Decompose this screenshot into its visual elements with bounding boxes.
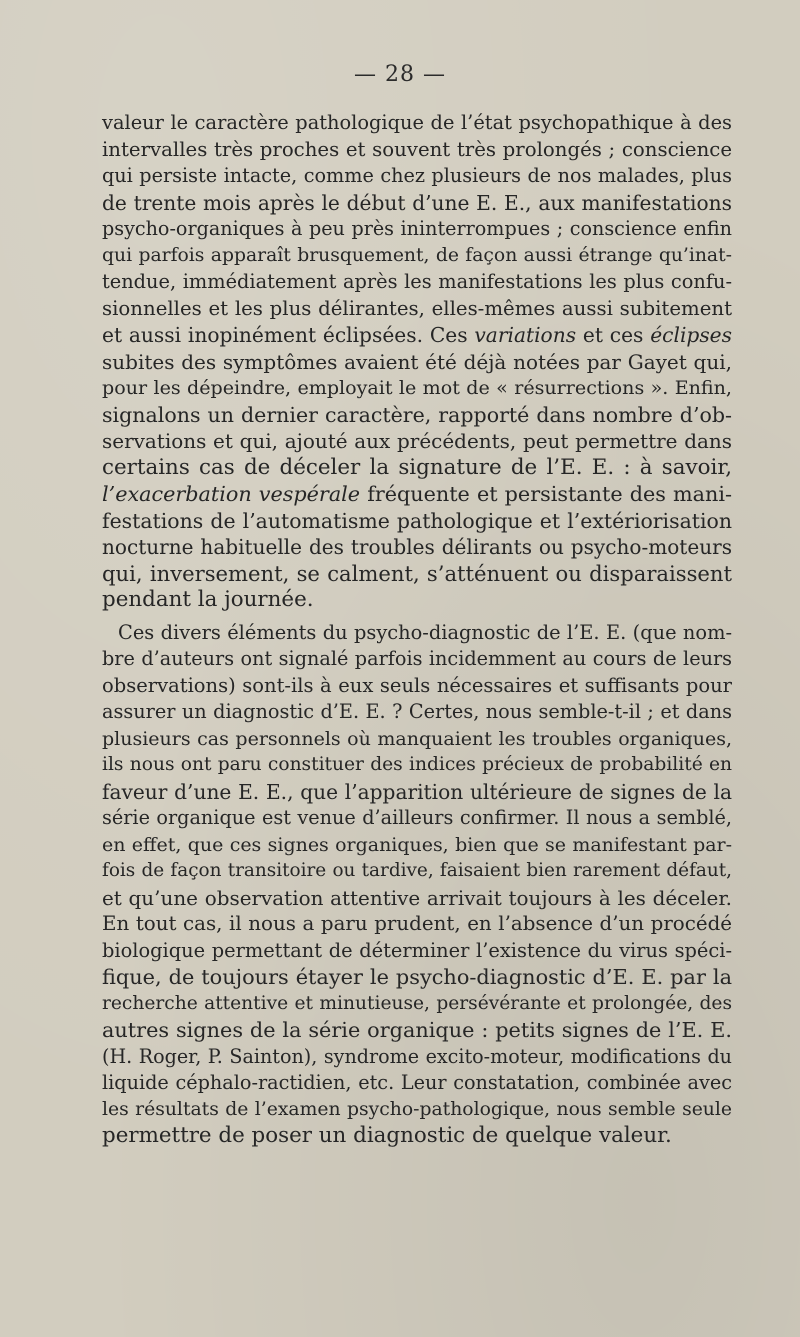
text-line: intervalles très proches et souvent très prolongés ; conscience [102, 137, 732, 161]
text-line: qui, inversement, se calment, s’atténuent ou disparaissent [102, 560, 732, 586]
text-line: subites des symptômes avaient été déjà notées par Gayet qui, [102, 349, 732, 374]
text-line: qui persiste intacte, comme chez plusieurs de nos malades, plus [102, 164, 732, 187]
text-line: Ces divers éléments du psycho-diagnostic de l’E. E. (que nom- [118, 620, 732, 644]
text-line: festations de l’automatisme pathologique et l’extériorisation [102, 508, 732, 533]
text-line: sionnelles et les plus délirantes, elles-mêmes aussi subitement [102, 296, 732, 320]
italic-term: l’exacerbation vespérale [102, 482, 361, 506]
text-line: liquide céphalo-ractidien, etc. Leur constatation, combinée avec [102, 1071, 732, 1094]
text-line: fique, de toujours étayer le psycho-diagnostic d’E. E. par la [102, 965, 732, 989]
italic-term: variations [474, 323, 577, 347]
text-line: psycho-organiques à peu près ininterrompues ; conscience enfin [102, 217, 732, 240]
text-line: ils nous ont paru constituer des indices précieux de probabilité en [102, 754, 732, 775]
text-line: assurer un diagnostic d’E. E. ? Certes, nous semble-t-il ; et dans [102, 700, 732, 723]
text-line [102, 322, 732, 349]
body-text [102, 110, 732, 1150]
text-line: bre d’auteurs ont signalé parfois incidemment au cours de leurs [102, 647, 732, 670]
paragraph-1 [102, 110, 732, 614]
text-line: autres signes de la série organique : petits signes de l’E. E. [102, 1018, 732, 1042]
text-line: pour les dépeindre, employait le mot de « résurrections ». Enfin, [102, 377, 732, 399]
text-line: nocturne habituelle des troubles délirants ou psycho-moteurs [102, 535, 732, 559]
text-line: fois de façon transitoire ou tardive, faisaient bien rarement défaut, [102, 860, 732, 881]
text-line: recherche attentive et minutieuse, persévérante et prolongée, des [102, 992, 732, 1014]
text-line: pendant la journée. [102, 587, 314, 612]
text-line: en effet, que ces signes organiques, bien que se manifestant par- [102, 833, 732, 856]
text-line: et qu’une observation attentive arrivait toujours à les déceler. [102, 885, 732, 910]
text-run: et ces [576, 323, 651, 347]
text-line [102, 481, 732, 508]
text-line: permettre de poser un diagnostic de quelque valeur. [102, 1123, 672, 1148]
text-run: et aussi inopinément éclipsées. Ces [102, 323, 475, 347]
text-line: En tout cas, il nous a paru prudent, en l’absence d’un procédé [102, 912, 732, 935]
text-line: tendue, immédiatement après les manifestations les plus confu- [102, 270, 732, 293]
text-line: servations et qui, ajouté aux précédents, peut permettre dans [102, 429, 732, 453]
text-line: de trente mois après le début d’une E. E., aux manifestations [102, 190, 732, 215]
text-line: certains cas de déceler la signature de l’E. E. : à savoir, [102, 454, 732, 480]
text-line: observations) sont-ils à eux seuls nécessaires et suffisants pour [102, 673, 732, 697]
text-line: les résultats de l’examen psycho-pathologique, nous semble seule [102, 1098, 732, 1120]
text-line: faveur d’une E. E., que l’apparition ultérieure de signes de la [102, 779, 732, 804]
italic-term: éclipses [650, 323, 732, 347]
text-line: qui parfois apparaît brusquement, de façon aussi étrange qu’inat- [102, 244, 732, 266]
paragraph-2 [102, 620, 732, 1150]
text-line: plusieurs cas personnels où manquaient les troubles organiques, [102, 727, 732, 750]
text-line: valeur le caractère pathologique de l’état psychopathique à des [102, 111, 732, 134]
text-line: (H. Roger, P. Sainton), syndrome excito-moteur, modifications du [102, 1044, 732, 1068]
text-line: biologique permettant de déterminer l’existence du virus spéci- [102, 938, 732, 962]
text-line: série organique est venue d’ailleurs confirmer. Il nous a semblé, [102, 806, 732, 829]
text-run: fréquente et persistante des mani- [360, 482, 732, 506]
page-number: — 28 — [354, 62, 446, 87]
text-line: signalons un dernier caractère, rapporté dans nombre d’ob- [102, 402, 732, 427]
